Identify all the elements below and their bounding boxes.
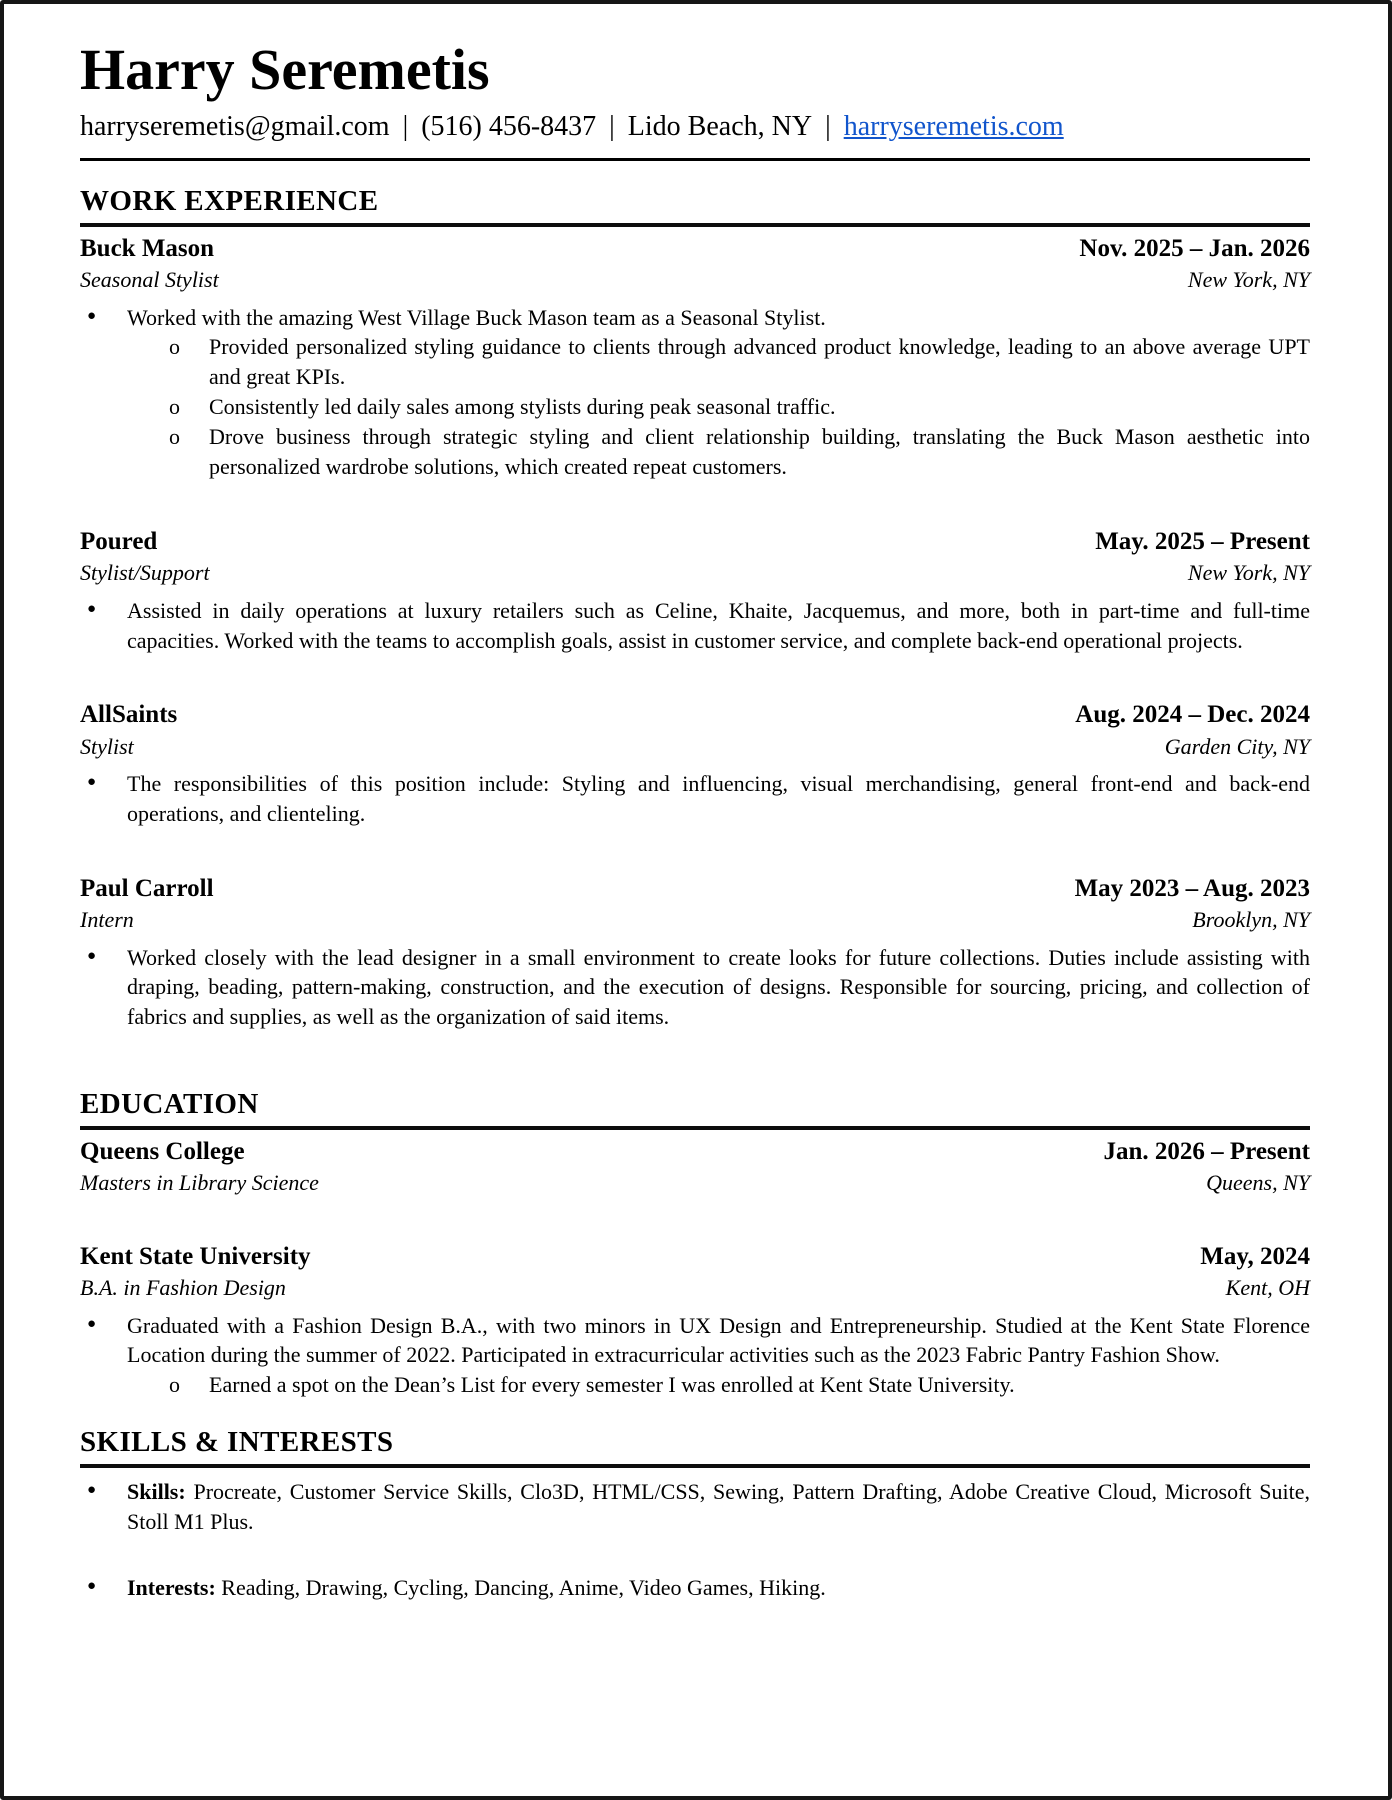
skills-item-label: Skills:: [127, 1479, 186, 1505]
entry-location: Kent, OH: [1225, 1275, 1310, 1301]
entry-subheader-row: [80, 267, 1310, 293]
bullet-text: Worked closely with the lead designer in a small environment to create looks for future collections. Duties include assisting with draping, beading, pattern-making, construction, and the execution of designs. Responsible for sourcing, pricing, and collection of fabrics and supplies, as well as the organization of said items.: [127, 944, 1310, 1030]
bullet-list: [80, 596, 1310, 656]
section-heading-education: EDUCATION: [80, 1088, 1310, 1130]
entry-subheader-row: [80, 907, 1310, 933]
sub-bullet-marker: o: [169, 394, 180, 420]
bullet-text: The responsibilities of this position include: Styling and influencing, visual merchandising, general front-end and back-end operations, and clienteling.: [127, 771, 1310, 826]
bullet-item: [80, 943, 1310, 1033]
sub-bullet-item: [80, 392, 1310, 422]
job-title: Stylist/Support: [80, 560, 210, 586]
company-name: AllSaints: [80, 701, 178, 729]
separator: |: [402, 110, 409, 142]
entry-header-row: [80, 1136, 1310, 1167]
bullet-marker: ●: [87, 1578, 97, 1595]
entry-subheader-row: [80, 1275, 1310, 1301]
education-section: [80, 1088, 1310, 1400]
sub-bullet-text: Drove business through strategic styling and client relationship building, translating the Buck Mason aesthetic into personalized wardrobe solutions, which created repeat customers.: [209, 424, 1310, 480]
sub-bullet-list: [80, 332, 1310, 482]
skills-section: [80, 1426, 1310, 1603]
section-heading-work: WORK EXPERIENCE: [80, 185, 1310, 227]
bullet-item: [80, 303, 1310, 333]
sub-bullet-text: Consistently led daily sales among stylists during peak seasonal traffic.: [209, 394, 836, 420]
resume-name: Harry Seremetis: [80, 37, 490, 102]
entry-location: New York, NY: [1187, 560, 1310, 586]
sub-bullet-marker: o: [169, 1372, 180, 1398]
email-text: harryseremetis@gmail.com: [80, 110, 390, 142]
section-heading-skills: SKILLS & INTERESTS: [80, 1426, 1310, 1468]
bullet-text: Assisted in daily operations at luxury retailers such as Celine, Khaite, Jacquemus, and more, both in part-time and full-time capacities. Worked with the teams to accomplish goals, assist in customer service, and complete back-end operational projects.: [127, 597, 1310, 653]
work-entries: [80, 233, 1310, 1032]
company-name: Paul Carroll: [80, 874, 214, 902]
bullet-marker: ●: [87, 307, 97, 324]
job-title: Intern: [80, 907, 134, 933]
entry-location: Garden City, NY: [1164, 733, 1310, 759]
school-name: Kent State University: [80, 1242, 311, 1270]
phone-text: (516) 456-8437: [421, 110, 597, 142]
job-title: Seasonal Stylist: [80, 267, 219, 293]
entry-dates: May. 2025 – Present: [1095, 527, 1310, 555]
work-entry: [80, 699, 1310, 828]
skills-item-text: [127, 1573, 1310, 1603]
entry-subheader-row: [80, 560, 1310, 586]
bullet-marker: ●: [87, 1482, 97, 1499]
sub-bullet-list: [80, 1370, 1310, 1400]
bullet-list: [80, 303, 1310, 482]
entry-dates: May, 2024: [1200, 1242, 1310, 1270]
entry-dates: Nov. 2025 – Jan. 2026: [1079, 234, 1310, 262]
work-entry: [80, 526, 1310, 655]
sub-bullet-text: Provided personalized styling guidance to clients through advanced product knowledge, leading to an above average UPT and great KPIs.: [209, 334, 1310, 390]
contact-line: [80, 111, 1310, 161]
sub-bullet-marker: o: [169, 424, 180, 450]
sub-bullet-item: [80, 332, 1310, 392]
bullet-marker: ●: [87, 947, 97, 964]
bullet-item: [80, 596, 1310, 656]
sub-bullet-marker: o: [169, 334, 180, 360]
website-link[interactable]: harryseremetis.com: [843, 110, 1064, 142]
skills-item: [80, 1477, 1310, 1537]
entry-header-row: [80, 699, 1310, 730]
entry-location: Brooklyn, NY: [1192, 907, 1310, 933]
skills-item-label: Interests:: [127, 1575, 216, 1601]
work-section: [80, 185, 1310, 1032]
degree-title: Masters in Library Science: [80, 1170, 319, 1196]
sub-bullet-item: [80, 1370, 1310, 1400]
entry-header-row: [80, 526, 1310, 557]
entry-header-row: [80, 233, 1310, 264]
company-name: Buck Mason: [80, 234, 215, 262]
job-title: Stylist: [80, 733, 134, 759]
bullet-list: [80, 1311, 1310, 1401]
sub-bullet-text: Earned a spot on the Dean’s List for every semester I was enrolled at Kent State University.: [209, 1372, 1015, 1398]
entry-header-row: [80, 1241, 1310, 1272]
entry-subheader-row: [80, 734, 1310, 760]
bullet-text: Worked with the amazing West Village Buck Mason team as a Seasonal Stylist.: [127, 304, 826, 330]
bullet-text: Graduated with a Fashion Design B.A., with two minors in UX Design and Entrepreneurship. Studied at the Kent State Florence Location during the summer of 2022. Participated in extracurricular activities such as the 2023 Fabric Pantry Fashion Show.: [127, 1312, 1310, 1368]
entry-dates: Aug. 2024 – Dec. 2024: [1075, 701, 1310, 729]
separator: |: [609, 110, 615, 142]
sub-bullet-item: [80, 422, 1310, 482]
education-entry: [80, 1241, 1310, 1400]
separator: |: [825, 110, 831, 142]
entry-subheader-row: [80, 1170, 1310, 1196]
bullet-marker: ●: [87, 600, 97, 617]
bullet-marker: ●: [87, 774, 97, 791]
bullet-list: [80, 943, 1310, 1033]
skills-item-text: [127, 1477, 1310, 1537]
bullet-item: [80, 1311, 1310, 1371]
entry-dates: Jan. 2026 – Present: [1103, 1138, 1310, 1166]
education-entry: [80, 1136, 1310, 1197]
entry-dates: May 2023 – Aug. 2023: [1074, 874, 1310, 902]
degree-title: B.A. in Fashion Design: [80, 1275, 286, 1301]
bullet-item: [80, 769, 1310, 829]
skills-list: [80, 1477, 1310, 1603]
bullet-list: [80, 769, 1310, 829]
company-name: Poured: [80, 527, 158, 555]
skills-item-value: Procreate, Customer Service Skills, Clo3D, HTML/CSS, Sewing, Pattern Drafting, Adobe Creative Cloud, Microsoft Suite, Stoll M1 Plus.: [127, 1479, 1311, 1535]
entry-header-row: [80, 873, 1310, 904]
entry-location: Queens, NY: [1206, 1170, 1310, 1196]
education-entries: [80, 1136, 1310, 1400]
skills-item-value: Reading, Drawing, Cycling, Dancing, Anime, Video Games, Hiking.: [221, 1575, 826, 1601]
location-text: Lido Beach, NY: [627, 110, 813, 142]
work-entry: [80, 873, 1310, 1032]
school-name: Queens College: [80, 1138, 245, 1166]
work-entry: [80, 233, 1310, 482]
bullet-marker: ●: [87, 1315, 97, 1332]
entry-location: New York, NY: [1187, 267, 1310, 293]
skills-item: [80, 1573, 1310, 1603]
